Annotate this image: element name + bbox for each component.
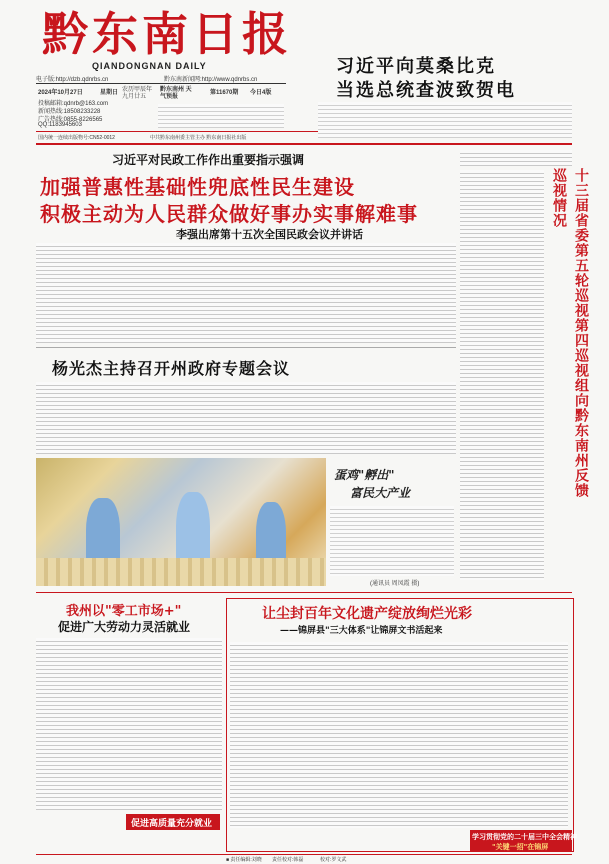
cn-number: 国内统一连续出版物号:CN52-0012 — [38, 135, 115, 141]
main-story-subline: 李强出席第十五次全国民政会议并讲话 — [176, 228, 363, 241]
masthead-weekday: 星期日 — [100, 90, 119, 96]
footer-proof: 责任校对:韩磊 — [272, 857, 304, 863]
inspection-story-intro — [460, 150, 572, 166]
culture-story-title: 让尘封百年文化遗产绽放绚烂光彩 — [262, 606, 472, 622]
lead-story-title-2: 当选总统查波致贺电 — [336, 80, 516, 101]
photo-caption-body — [330, 506, 454, 576]
publisher-line: 中共黔东南州委主管主办 黔东南日报社出版 — [150, 135, 247, 141]
culture-story-subtitle: ——锦屏县"三大体系"让锦屏文书活起来 — [280, 626, 443, 636]
lead-story-title-1: 习近平向莫桑比克 — [336, 56, 496, 77]
masthead-logo: 黔东南日报 — [42, 7, 292, 61]
contact-ads: 广告热线:0855-8226565 — [38, 117, 103, 123]
inspection-vertical-headline: 十三届省委第五轮巡视第四巡视组向黔东南州反馈巡视情况 — [551, 168, 589, 498]
weather-forecast-block — [158, 104, 284, 128]
egg-farm-photo — [36, 458, 326, 586]
photo-credit: (通讯员 周凤霞 摄) — [370, 581, 420, 587]
contact-qq: QQ:1183945603 — [38, 122, 82, 128]
main-story-kicker: 习近平对民政工作作出重要指示强调 — [112, 153, 305, 167]
masthead-date: 2024年10月27日 — [38, 90, 83, 96]
contact-email: 投稿邮箱:qdnrb@163.com — [38, 101, 109, 107]
footer-editor: ■ 责任编辑:刘晓 — [226, 857, 262, 863]
mid-divider — [36, 592, 572, 593]
contact-news: 新闻热线:18508233228 — [38, 109, 101, 115]
top-divider — [36, 143, 572, 145]
photo-story-title: 蛋鸡"孵出" — [334, 468, 395, 482]
masthead-lunar: 农历甲辰年 九月廿五 — [122, 87, 153, 100]
yang-story-title: 杨光杰主持召开州政府专题会议 — [52, 359, 291, 378]
main-story-headline-2: 积极主动为人民群众做好事办实事解难事 — [40, 202, 418, 226]
zero-story-title-1: 我州以"零工市场+" — [66, 604, 182, 619]
masthead-rule — [36, 83, 286, 84]
masthead-web-url: 黔东南新闻网:http://www.qdnrbs.cn — [164, 77, 258, 83]
masthead-bottom-rule — [36, 131, 322, 132]
zero-story-footer: 促进高质量充分就业 — [131, 819, 213, 829]
footer-design: 校对:罗文武 — [320, 857, 347, 863]
masthead-issue: 第11670期 — [210, 90, 239, 96]
footer-rule — [36, 854, 572, 855]
promo-line-2: "关键一招"在锦屏 — [492, 843, 549, 851]
masthead-epaper-url: 电子版:http://dzb.qdnrbs.cn — [36, 77, 109, 83]
inspection-story-body — [460, 170, 544, 580]
zero-story-title-2: 促进广大劳动力灵活就业 — [58, 620, 191, 634]
culture-story-body — [230, 642, 568, 828]
zero-story-body — [36, 638, 222, 810]
masthead-pages: 今日4版 — [250, 90, 272, 96]
main-story-body — [36, 243, 456, 343]
promo-line-1: 学习贯彻党的二十届三中全会精神 — [472, 833, 577, 841]
main-story-divider — [36, 347, 456, 348]
yang-story-body — [36, 382, 456, 454]
photo-story-subtitle: 富民大产业 — [350, 486, 411, 500]
main-story-headline-1: 加强普惠性基础性兜底性民生建设 — [40, 175, 355, 199]
lead-story-body — [318, 102, 572, 138]
masthead-pinyin: QIANDONGNAN DAILY — [92, 61, 207, 71]
weather-label: 黔东南州 天气预报 — [160, 87, 192, 100]
